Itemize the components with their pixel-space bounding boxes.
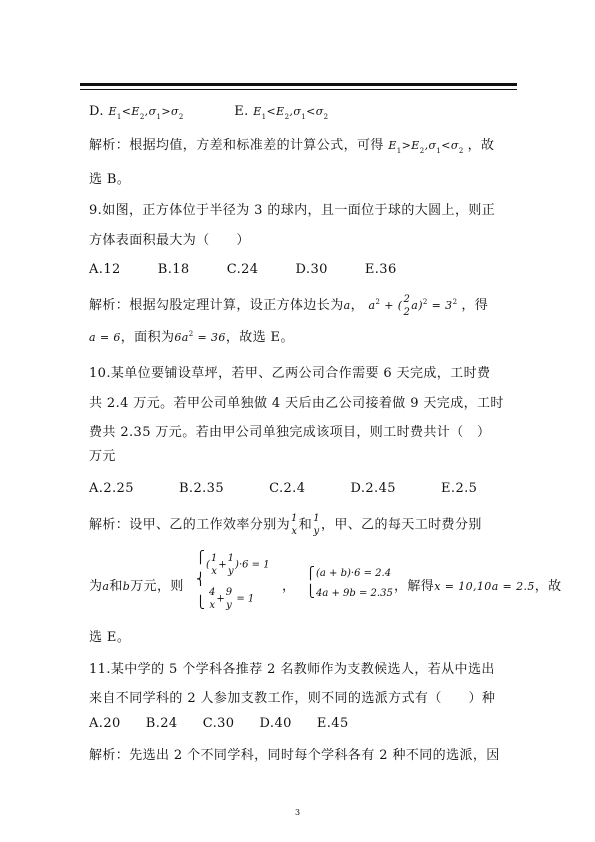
q9-option-a: A.12 [89,262,121,277]
q10-system-1: ⎧ ⎨ ⎩ ( 1 x + 1 y )·6 = 1 4 x + 9 y = 1 [196,550,270,611]
q11-option-d: D.40 [259,716,292,731]
header-rule-thin [80,89,517,90]
q11-options [89,716,349,732]
q10-option-a: A.2.25 [89,481,134,496]
q11-option-a: A.20 [89,716,121,731]
options-de-line: D. $E_1<E_2,\sigma_1>\sigma_2$ E. $E_1<E_2,\sigma_1<\sigma_2$ [89,104,329,121]
q11-option-e: E.45 [316,716,349,731]
q10-option-d: D.2.45 [350,481,396,496]
q9-option-e: E.36 [364,262,397,277]
q9-options [89,262,397,278]
q11-stem-line1: 11.某中学的 5 个学科各推荐 2 名教师作为支教候选人，若从中选出 [89,662,495,677]
q9-stem-line2: 方体表面积最大为（ ） [89,233,250,248]
header-rule-thick [80,83,517,86]
prev-solution-line2: 选 B。 [89,172,131,187]
page-number: 3 [294,808,301,817]
q10-solution-line2: 为a和b万元，则 [89,579,184,594]
option-e-formula: $E_1<E_2,\sigma_1<\sigma_2$ [253,105,329,121]
q11-option-c: C.30 [202,716,235,731]
q10-solution-line3: 选 E。 [89,630,131,645]
q10-stem-line2: 共 2.4 万元。若甲公司单独做 4 天后由乙公司接着做 9 天完成，工时 [89,396,504,411]
q10-option-c: C.2.4 [269,481,306,496]
q10-solution-line1: 解析：设甲、乙的工作效率分别为 1 x 和 1 y ，甲、乙的每天工时费分别 [89,513,482,537]
q9-solution-line1: 解析：根据勾股定理计算，设正方体边长为a， $a^2$ + ( 2 2 $a)^2 = 3^2$ ，得 [89,294,489,318]
q10-option-b: B.2.35 [178,481,224,496]
option-d-formula: $E_1<E_2,\sigma_1>\sigma_2$ [108,105,184,121]
q9-solution-line2: a = 6，面积为$6a^2 = 36$，故选 E。 [89,330,294,345]
q9-option-c: C.24 [226,262,259,277]
prev-solution-formula: $E_1>E_2,\sigma_1<\sigma_2$ [388,139,464,155]
q9-pythag-formula: $a^2$ + ( 2 2 $a)^2 = 3^2$ [368,294,458,318]
q10-option-e: E.2.5 [441,481,478,496]
q10-stem-line1: 10.某单位要铺设草坪，若甲、乙两公司合作需要 6 天完成，工时费 [89,366,491,381]
q9-option-d: D.30 [295,262,328,277]
q11-solution-line1: 解析：先选出 2 个不同学科，同时每个学科各有 2 种不同的选派，因 [89,748,500,763]
q9-option-b: B.18 [157,262,190,277]
q10-solve-result: ，解得x = 10,10a = 2.5，故 [394,579,562,594]
q10-stem-line3: 费共 2.35 万元。若由甲公司单独完成该项目，则工时费共计（ ） [89,425,491,440]
q10-stem-line4: 万元 [89,449,116,464]
q11-option-b: B.24 [145,716,178,731]
prev-solution-line1: 解析：根据均值，方差和标准差的计算公式，可得 $E_1>E_2,\sigma_1<\sigma_2$ ，故 [89,138,495,155]
q10-options [89,481,477,497]
q11-stem-line2: 来自不同学科的 2 人参加支教工作，则不同的选派方式有（ ）种 [89,691,496,706]
q10-system-2: ⎧ ⎩ (a + b)·6 = 2.4 4a + 9b = 2.35 [306,566,393,599]
q9-stem-line1: 9.如图，正方体位于半径为 3 的球内，且一面位于球的大圆上，则正 [89,203,496,218]
